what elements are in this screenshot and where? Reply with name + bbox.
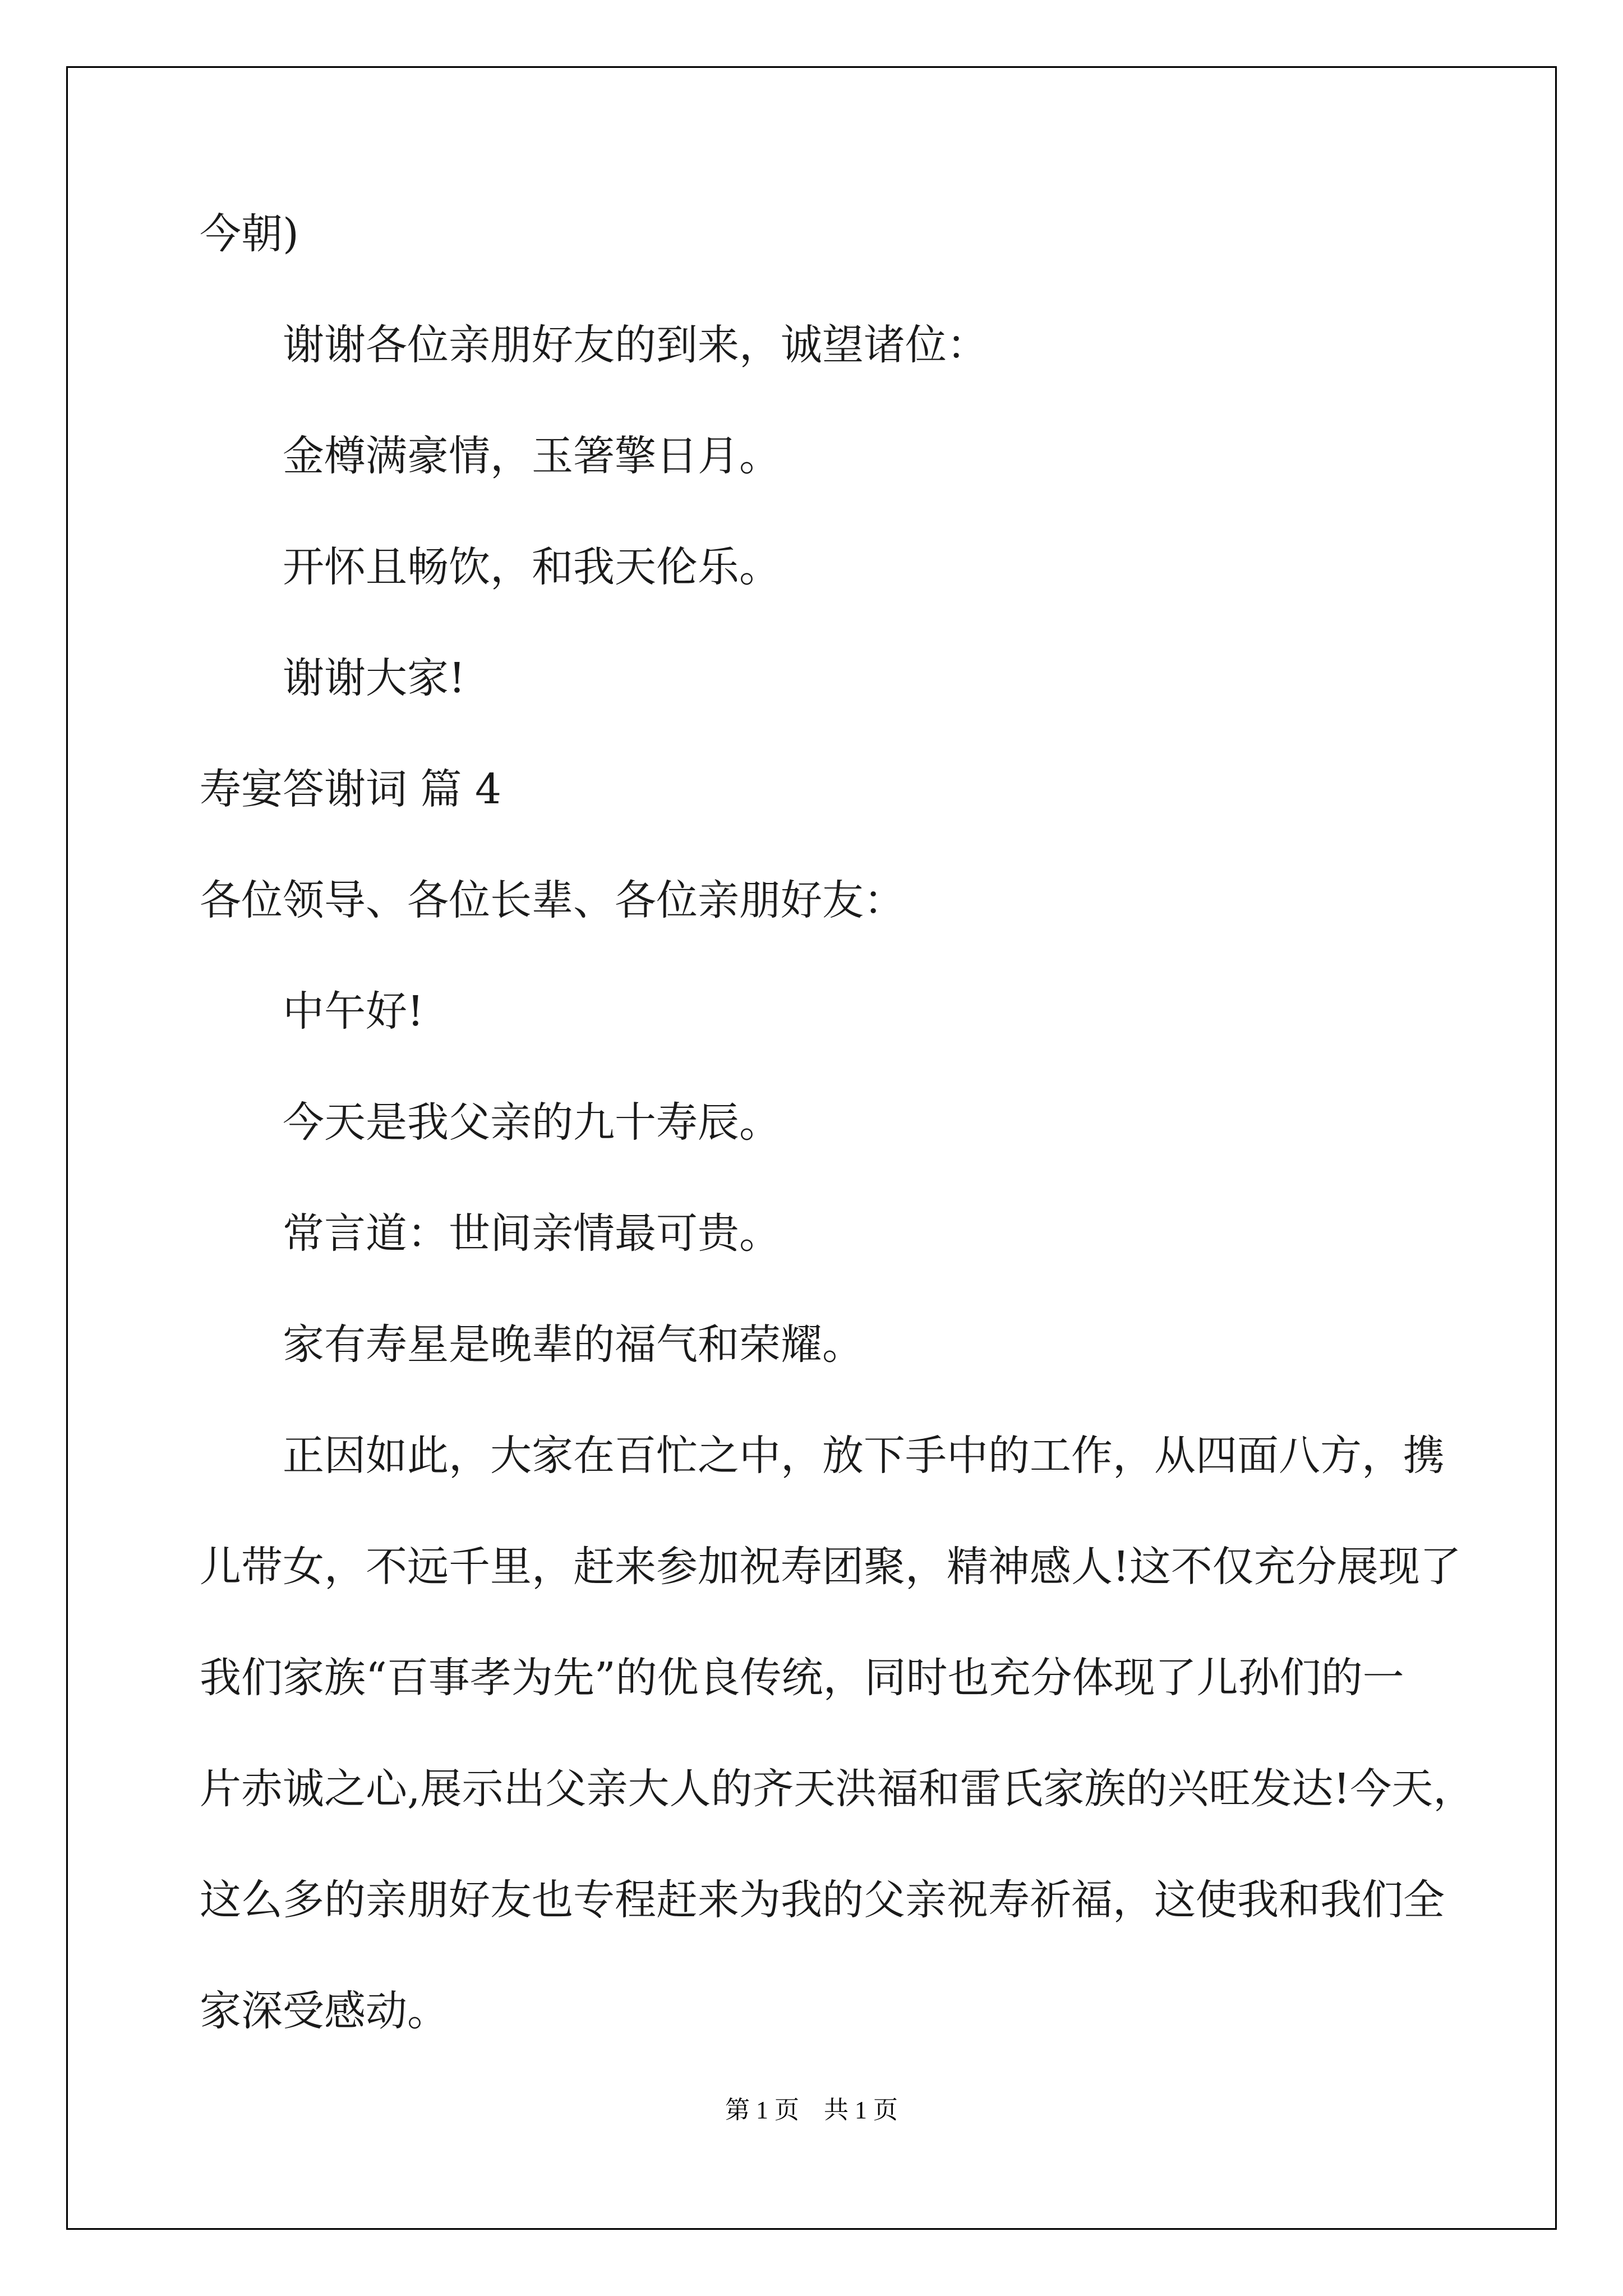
text-line: 常言道：世间亲情最可贵。 [283, 1209, 781, 1258]
paragraph-line: 正因如此，大家在百忙之中，放下手中的工作，从四面八方，携 [283, 1432, 1445, 1480]
text-line: 今朝) [200, 210, 299, 258]
text-line: 谢谢大家! [283, 654, 465, 702]
text-line: 开怀且畅饮，和我天伦乐。 [283, 543, 781, 591]
text-line: 谢谢各位亲朋好友的到来，诚望诸位： [283, 321, 988, 369]
paragraph-line: 儿带女，不远千里，赶来参加祝寿团聚，精神感人!这不仅充分展现了 [200, 1543, 1461, 1591]
page-number-footer: 第 1 页 共 1 页 [725, 2096, 898, 2124]
salutation: 各位领导、各位长辈、各位亲朋好友： [200, 876, 905, 924]
text-line: 家有寿星是晚辈的福气和荣耀。 [283, 1320, 864, 1369]
text-line: 中午好! [283, 987, 424, 1036]
section-heading: 寿宴答谢词 篇 4 [200, 765, 502, 813]
text-line: 今天是我父亲的九十寿辰。 [283, 1098, 781, 1147]
paragraph-line: 我们家族“百事孝为先”的优良传统，同时也充分体现了儿孙们的一 [200, 1654, 1404, 1702]
paragraph-line: 这么多的亲朋好友也专程赶来为我的父亲祝寿祈福，这使我和我们全 [200, 1876, 1445, 1924]
paragraph-line: 片赤诚之心,展示出父亲大人的齐天洪福和雷氏家族的兴旺发达!今天， [200, 1765, 1475, 1813]
paragraph-line: 家深受感动。 [200, 1987, 449, 2035]
text-line: 金樽满豪情，玉箸擎日月。 [283, 432, 781, 480]
